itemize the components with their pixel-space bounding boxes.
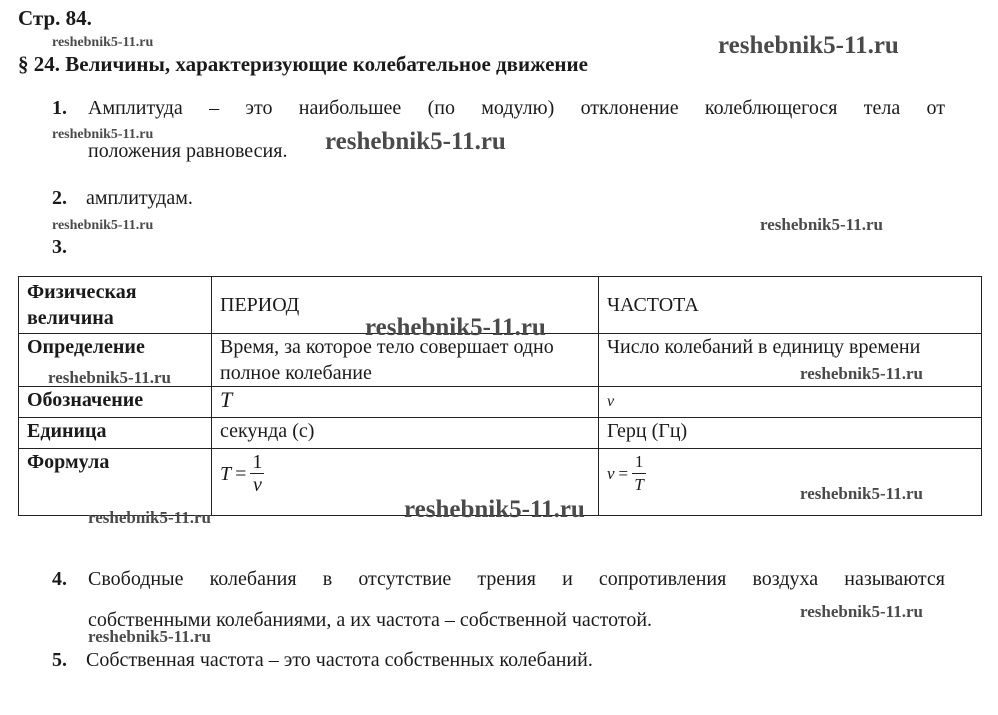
period-formula bbox=[220, 451, 264, 496]
row-formula-label: Формула bbox=[19, 449, 212, 516]
frequency-unit: Герц (Гц) bbox=[599, 418, 982, 449]
frequency-formula-equals: = bbox=[618, 463, 629, 483]
frequency-definition: Число колебаний в единицу времени bbox=[599, 334, 982, 387]
answer-2-text: амплитудам. bbox=[86, 187, 193, 209]
answer-4-line-2: собственными колебаниями, а их частота – собственной частотой. bbox=[88, 609, 653, 631]
table-row bbox=[19, 387, 982, 418]
row-unit-label: Единица bbox=[19, 418, 212, 449]
row-symbol-label: Обозначение bbox=[19, 387, 212, 418]
answer-2-number: 2. bbox=[52, 187, 67, 209]
frequency-formula-numerator: 1 bbox=[634, 452, 644, 471]
answer-4-number: 4. bbox=[52, 568, 67, 590]
frequency-formula-denominator: T bbox=[634, 475, 644, 494]
period-formula-equals: = bbox=[235, 462, 247, 485]
period-unit: секунда (с) bbox=[212, 418, 599, 449]
frequency-symbol: ν bbox=[607, 393, 615, 410]
table-header-frequency: ЧАСТОТА bbox=[599, 277, 982, 334]
table-row bbox=[19, 418, 982, 449]
answer-5-number: 5. bbox=[52, 649, 67, 671]
watermark: reshebnik5-11.ru bbox=[404, 496, 585, 523]
period-symbol: T bbox=[220, 387, 233, 412]
frequency-formula-lhs: ν bbox=[607, 463, 615, 483]
answer-3-number: 3. bbox=[52, 236, 67, 258]
watermark: reshebnik5-11.ru bbox=[88, 508, 211, 527]
answer-5-text: Собственная частота – это частота собственных колебаний. bbox=[86, 649, 593, 671]
answer-3 bbox=[52, 236, 67, 259]
answer-5 bbox=[52, 649, 593, 672]
period-formula-numerator: 1 bbox=[252, 451, 263, 473]
watermark: reshebnik5-11.ru bbox=[800, 484, 923, 503]
answer-1-line-1: Амплитуда – это наибольшее (по модулю) отклонение колеблющегося тела от bbox=[88, 97, 945, 119]
answer-4-line-1: Свободные колебания в отсутствие трения и сопротивления воздуха называются bbox=[88, 568, 945, 590]
frequency-formula bbox=[607, 451, 646, 496]
frequency-formula-fraction bbox=[632, 451, 646, 496]
page-number: Стр. 84. bbox=[18, 6, 92, 30]
period-formula-denominator: ν bbox=[252, 474, 262, 496]
quantities-table bbox=[18, 276, 982, 516]
watermark: reshebnik5-11.ru bbox=[800, 602, 923, 621]
section-title: § 24. Величины, характеризующие колебательное движение bbox=[18, 52, 588, 76]
answer-2 bbox=[52, 187, 193, 210]
period-formula-lhs: T bbox=[220, 462, 232, 485]
watermark: reshebnik5-11.ru bbox=[48, 368, 171, 387]
watermark: reshebnik5-11.ru bbox=[52, 35, 154, 50]
answer-1-line-2: положения равновесия. bbox=[88, 140, 288, 162]
watermark: reshebnik5-11.ru bbox=[52, 218, 154, 233]
period-formula-fraction bbox=[250, 451, 264, 496]
watermark: reshebnik5-11.ru bbox=[88, 627, 211, 646]
answer-1 bbox=[52, 97, 945, 120]
answer-4 bbox=[52, 568, 945, 591]
period-definition: Время, за которое тело совершает одно полное колебание bbox=[212, 334, 599, 387]
watermark: reshebnik5-11.ru bbox=[760, 215, 883, 234]
watermark: reshebnik5-11.ru bbox=[365, 314, 546, 341]
watermark: reshebnik5-11.ru bbox=[718, 32, 899, 59]
watermark: reshebnik5-11.ru bbox=[325, 128, 506, 155]
table-header-label: Физическая величина bbox=[19, 277, 212, 334]
answer-1-number: 1. bbox=[52, 97, 67, 119]
watermark: reshebnik5-11.ru bbox=[800, 364, 923, 383]
watermark: reshebnik5-11.ru bbox=[52, 127, 154, 142]
row-definition-label: Определение bbox=[19, 334, 212, 387]
table-header-period: ПЕРИОД bbox=[212, 277, 599, 334]
